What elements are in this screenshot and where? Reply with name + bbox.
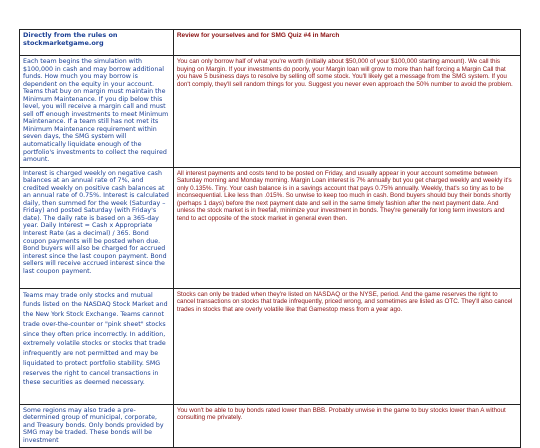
rules-column-header: Directly from the rules on stockmarketgame.org [20, 30, 174, 56]
rule-cell [20, 167, 174, 288]
rules-review-table [19, 29, 521, 448]
table-row [20, 56, 521, 168]
rule-cell [20, 56, 174, 168]
table-row [20, 288, 521, 404]
review-cell [173, 167, 520, 288]
review-cell [173, 404, 520, 448]
rule-text: Some regions may also trade a pre-determined group of municipal, corporate, and Treasury bonds. Only bonds provided by SMG may be traded. These bonds will be investment [23, 406, 166, 444]
rule-text: Each team begins the simulation with $100,000 in cash and may borrow additional funds. How much you may borrow is dependent on the equity in your account. Teams that buy on margin must maintain the Minimum Maintenance. If you dip below this level, you will receive a margin call and must sell off enough investments to meet Minimum Maintenance. If a team still has not met its Minimum Maintenance requirement within seven days, the SMG system will automatically liquidate enough of the portfolio's investments to collect the required amount. [23, 58, 171, 164]
rule-text: Teams may trade only stocks and mutual funds listed on the NASDAQ Stock Market and the New York Stock Exchange. Teams cannot trade over-the-counter or "pink sheet" stocks since they often price incorrectly. In addition, extremely volatile stocks or stocks that trade infrequently are not permitted and may be liquidated to protect portfolio stability. SMG reserves the right to cancel transactions in these securities as deemed necessary. [23, 291, 170, 387]
review-text: You won't be able to buy bonds rated lower than BBB. Probably unwise in the game to buy stocks lower than A without consulting me privately. [176, 406, 508, 422]
review-text: You can only borrow half of what you're worth (initially about $50,000 of your $100,000 starting amount). We call this buying on Margin. If your investments do poorly, your Margin loan will grow to more than half forcing a Margin Call that you have 5 business days to resolve by selling off some stock. You'll likely get a message from the SMG system. If you don't comply, they'll sell random things for you. Suggest you never even approach the 50% number to avoid the problem. [176, 58, 513, 88]
table-row [20, 404, 521, 448]
review-column-header: Review for yourselves and for SMG Quiz #4 in March [173, 30, 520, 56]
header-row [20, 30, 521, 56]
rule-cell [20, 404, 174, 448]
rule-text: Interest is charged weekly on negative cash balances at an annual rate of 7%, and credited weekly on positive cash balances at an annual rate of 0.75%. Interest is calculated daily, then summed for the week (Saturday – Friday) and posted Saturday (with Friday's date). The daily rate is based on a 365-day year. Daily Interest = Cash x Appropriate Interest Rate (as a decimal) / 365. Bond coupon payments will be posted when due. Bond buyers will also be charged for accrued interest since the last coupon payment. Bond sellers will receive accrued interest since the last coupon payment. [23, 169, 171, 275]
review-cell [173, 56, 520, 168]
review-text: Stocks can only be traded when they're listed on NASDAQ or the NYSE, period. And the game reserves the right to cancel transactions on stocks that trade infrequently, priced wrong, and sometimes are listed as OTC. They'll also cancel trades in stocks that are overly volatile like that Gamestop mess from a year ago. [176, 290, 515, 313]
review-cell [173, 288, 520, 404]
rule-cell [20, 288, 174, 404]
table-row [20, 167, 521, 288]
review-text: All interest payments and costs tend to be posted on Friday, and usually appear in your account sometime between Saturday morning and Monday morning. Margin Loan interest is 7% annually but you get charged weekly and weekly it's only 0.135%. Tiny. Your cash balance is in a savings account that pays 0.75% annually. Weekly, that's so tiny as to be inconsequential. Like less than .015%. So unwise to keep too much in cash. Bond buyers should buy their bonds shortly (perhaps 1 days) before the next payment date and sell in the same timely fashion after the next payment date. And unless the stock market is in freefall, minimize your investment in bonds. They're generally for long term investors and tend to act opposite of the stock market in general even then. [176, 169, 514, 222]
